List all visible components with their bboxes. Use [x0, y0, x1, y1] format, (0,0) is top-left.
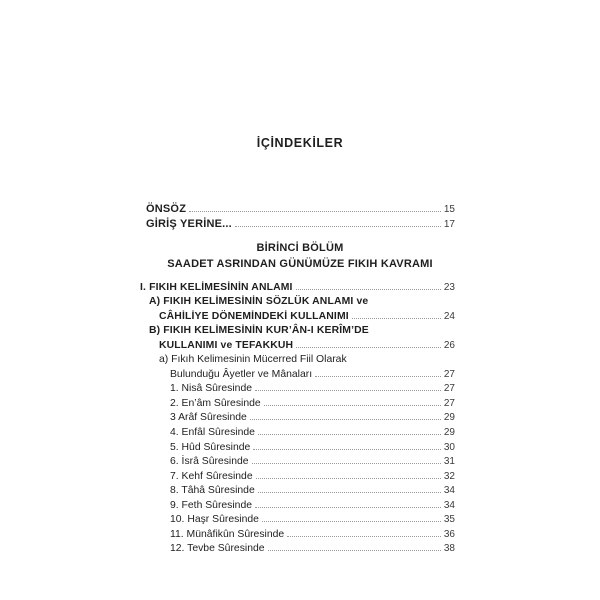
- dot-leader: [262, 521, 441, 522]
- toc-entry-label: CÂHİLİYE DÖNEMİNDEKİ KULLANIMI: [159, 310, 349, 322]
- dot-leader: [235, 226, 441, 227]
- dot-leader: [256, 478, 441, 479]
- chapter-heading-block: [0, 241, 600, 272]
- page-number: 29: [443, 427, 455, 439]
- page-number: 34: [443, 485, 455, 497]
- toc-entry: [140, 438, 455, 453]
- toc-entry-label: 8. Tâhâ Sûresinde: [170, 485, 255, 497]
- page-number: 24: [443, 310, 455, 322]
- front-matter-row-label: ÖNSÖZ: [146, 202, 187, 215]
- toc-entry-label: A) FIKIH KELİMESİNİN SÖZLÜK ANLAMI ve: [149, 296, 369, 308]
- page-number: 27: [443, 383, 455, 395]
- toc-entry-label: 7. Kehf Sûresinde: [170, 470, 253, 482]
- toc-entry: [140, 307, 455, 322]
- dot-leader: [252, 463, 441, 464]
- page-number: 35: [443, 514, 455, 526]
- page-number: 27: [443, 368, 455, 380]
- chapter-subheading: SAADET ASRINDAN GÜNÜMÜZE FIKIH KAVRAMI: [167, 257, 433, 270]
- toc-entry: [140, 351, 455, 366]
- toc-entry-label: 4. Enfâl Sûresinde: [170, 427, 255, 439]
- toc-entry-label: I. FIKIH KELİMESİNİN ANLAMI: [140, 281, 293, 293]
- toc-entry-label: KULLANIMI ve TEFAKKUH: [159, 339, 294, 351]
- toc-entry-label: 1. Nisâ Sûresinde: [170, 383, 253, 395]
- toc-entry: [140, 409, 455, 424]
- page-number: 34: [443, 499, 455, 511]
- toc-entry-label: 9. Feth Sûresinde: [170, 499, 253, 511]
- front-matter-row-label: GİRİŞ YERİNE...: [146, 218, 232, 231]
- page-number: 29: [443, 412, 455, 424]
- toc-entry: [140, 511, 455, 526]
- dot-leader: [253, 449, 441, 450]
- toc-entry-label: 10. Haşr Sûresinde: [170, 514, 259, 526]
- dot-leader: [296, 347, 441, 348]
- toc-entry-label: 11. Münâfikûn Sûresinde: [170, 528, 285, 540]
- page-number: 38: [443, 543, 455, 555]
- toc-entry-label: a) Fıkıh Kelimesinin Mücerred Fiil Olarak: [159, 354, 347, 366]
- page-number: 17: [443, 219, 455, 231]
- front-matter-row: [146, 199, 455, 215]
- page-number: 31: [443, 456, 455, 468]
- page-number: 15: [443, 203, 455, 215]
- toc-entry-label: 2. En’âm Sûresinde: [170, 397, 261, 409]
- toc-entry: [140, 540, 455, 555]
- toc-entry-label: Bulunduğu Âyetler ve Mânaları: [170, 368, 313, 380]
- toc-entry: [140, 496, 455, 511]
- toc-entry: [140, 293, 455, 308]
- toc-entry: [140, 525, 455, 540]
- toc-entry: [140, 453, 455, 468]
- toc-entry: [140, 482, 455, 497]
- dot-leader: [255, 507, 441, 508]
- dot-leader: [268, 550, 441, 551]
- chapter-heading: BİRİNCİ BÖLÜM: [256, 242, 344, 254]
- toc-entry: [140, 380, 455, 395]
- front-matter-list: [146, 199, 455, 230]
- front-matter-row: [146, 215, 455, 231]
- toc-entry: [140, 467, 455, 482]
- toc-entry: [140, 423, 455, 438]
- dot-leader: [287, 536, 441, 537]
- toc-entry-label: B) FIKIH KELİMESİNİN KUR’ÂN-I KERÎM’DE: [149, 325, 369, 337]
- page-number: 30: [443, 441, 455, 453]
- toc-entry: [140, 394, 455, 409]
- page-number: 36: [443, 528, 455, 540]
- dot-leader: [315, 376, 441, 377]
- toc-entry-label: 6. İsrâ Sûresinde: [170, 456, 249, 468]
- toc-entry: [140, 336, 455, 351]
- dot-leader: [352, 318, 441, 319]
- page-number: 23: [443, 281, 455, 293]
- toc-entry-label: 5. Hûd Sûresinde: [170, 441, 251, 453]
- page-number: 32: [443, 470, 455, 482]
- dot-leader: [296, 289, 441, 290]
- toc-entry: [140, 322, 455, 337]
- page-title: İÇİNDEKİLER: [256, 136, 344, 150]
- toc-entry: [140, 365, 455, 380]
- dot-leader: [258, 492, 441, 493]
- dot-leader: [258, 434, 441, 435]
- dot-leader: [189, 211, 441, 212]
- toc-entry-list: [140, 278, 455, 554]
- dot-leader: [250, 419, 441, 420]
- toc-entry-label: 12. Tevbe Sûresinde: [170, 543, 265, 555]
- toc-entry-label: 3 Arâf Sûresinde: [170, 412, 247, 424]
- page-number: 26: [443, 339, 455, 351]
- dot-leader: [255, 390, 441, 391]
- page-number: 27: [443, 397, 455, 409]
- dot-leader: [264, 405, 441, 406]
- toc-entry: [140, 278, 455, 293]
